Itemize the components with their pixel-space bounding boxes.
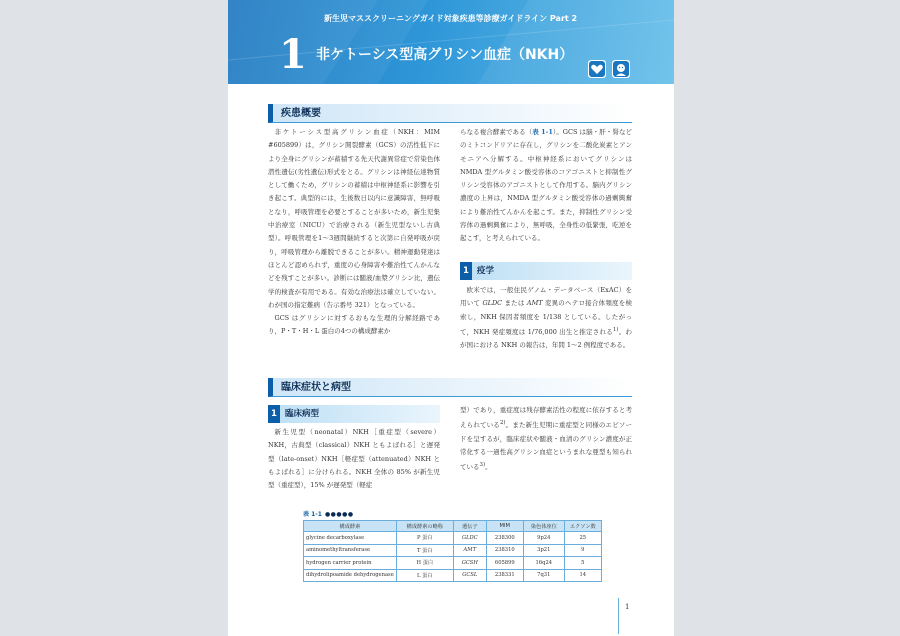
table-cell: 238300 [486,532,523,545]
table-header: 構成酵素 [304,521,397,532]
table-cell: 3p21 [523,544,564,557]
overview-paragraph-2: GCS はグリシンに対するおもな生理的分解経路であり，P・T・H・L 蛋白の4つの構成酵素か [268,314,440,336]
clinical-continuation: 型）であり，重症度は残存酵素活性の程度に依存すると考えられている$^{2)}$。また新生児期に重症型と同様のエピソードを呈するが，臨床症状や髄液・血清のグリシン濃度が正常化する一過性高グリシン血症というまれな亜型も知られている$^{3)}$。 [460,406,633,472]
table-cell: L 蛋白 [396,569,453,582]
series-title: 新生児マススクリーニングガイド対象疾患等診療ガイドライン Part 2 [324,14,578,23]
table-reference[interactable]: 表 1-1 [532,128,553,136]
enzyme-table [303,520,602,582]
overview-continuation: らなる複合酵素である（表 1-1）。GCS は脳・肝・腎などのミトコンドリアに存在し，グリシンを二酸化炭素とアンモニアへ分解する。中枢神経系においてグリシンは NMDA 型グルタミン酸受容体のコアゴニストと抑制性グリシン受容体のアゴニストとして作用する。脳内グリシン濃度の上昇は，NMDA 型グルタミン酸受容体の過剰興奮により難治性てんかんを起こす。また，抑制性グリシン受容体の過剰興奮により，無呼吸，全身性の低緊張，吃逆を起こす，と考えられている。 [460,128,633,243]
table-caption: 表 1-1 ●●●●● [303,511,354,518]
table-cell: 14 [564,569,601,582]
table-cell: H 蛋白 [396,557,453,570]
table-cell: GLDC [453,532,486,545]
table-cell: 238310 [486,544,523,557]
overview-paragraph: 非ケトーシス型高グリシン血症（NKH：MIM #605899）は，グリシン開裂酵素（GCS）の活性低下により全身にグリシンが蓄積する先天代謝異常症で常染色体潜性遺伝(劣性遺伝)形式をとる。グリシンは神経伝達物質として働くため，グリシンの蓄積は中枢神経系に影響を引き起こす。典型的には，生後数日以内に意識障害，無呼吸となり，呼吸管理を必要とすることが多いため，新生児集中治療室（NICU）で治療される（新生児型ないし古典型）。呼吸管理を1～3週間継続すると次第に自発呼吸が戻り，呼吸管理から離脱できることが多い。精神運動発達はほとんど認められず，重度の心身障害や難治性てんかんなどを残すことが多い。診断には髄液/血漿グリシン比，遺伝学的検査が有用である。有効な治療法は確立していない。わが国の指定難病（告示番号 321）となっている。 [268,128,440,309]
table-cell: 238331 [486,569,523,582]
table-row [304,569,602,582]
chapter-header [228,0,674,84]
table-cell: dihydrolipoamide dehydrogenase [304,569,397,582]
table-cell: GCSL [453,569,486,582]
chapter-title: 非ケトーシス型高グリシン血症（NKH） [316,47,574,63]
table-row [304,532,602,545]
table-row [304,544,602,557]
table-header: 遺伝子 [453,521,486,532]
table-header: エクソン数 [564,521,601,532]
subheading-epidemiology: 1 疫学 [460,262,632,280]
section-heading-overview: 疾患概要 [268,104,632,123]
table-header: 構成酵素の略称 [396,521,453,532]
page-number-rule [618,598,619,634]
table-cell: AMT [453,544,486,557]
table-cell: 5 [564,557,601,570]
epidemiology-text [460,284,632,353]
baby-icon [612,60,630,78]
overview-left-column [268,126,440,339]
table-cell: GCSH [453,557,486,570]
clinical-paragraph: 新生児型（neonatal）NKH［重症型（severe）NKH，古典型（classical）NKH ともよばれる］と遅発型（late-onset）NKH［軽症型（attenuated）NKH ともよばれる］に分けられる。NKH 全体の 85% が新生児型（重症型），15% が遅発型（軽症 [268,428,440,490]
table-cell: hydrogen carrier protein [304,557,397,570]
chapter-number: 1 [279,31,307,78]
document-page [228,0,674,636]
page-number: 1 [625,603,630,611]
table-cell: glycine decarboxylase [304,532,397,545]
table-cell: 7q31 [523,569,564,582]
table-cell: 9 [564,544,601,557]
table-cell: 605899 [486,557,523,570]
clinical-left-column [268,426,440,492]
table-header: MIM [486,521,523,532]
clinical-right-column [460,404,632,475]
table-cell: 9p24 [523,532,564,545]
section-heading-clinical: 臨床症状と病型 [268,378,632,397]
table-cell: aminomethyltransferase [304,544,397,557]
table-header: 染色体座位 [523,521,564,532]
overview-right-column [460,126,632,246]
table-cell: P 蛋白 [396,532,453,545]
table-cell: 25 [564,532,601,545]
subheading-clinical-types: 1 臨床病型 [268,405,440,423]
table-cell: T 蛋白 [396,544,453,557]
table-row [304,557,602,570]
table-cell: 16q24 [523,557,564,570]
table-header-row [304,521,602,532]
epidemiology-paragraph: 欧米では，一般住民ゲノム・データベース（ExAC）を用いて GLDC または AMT 変異のヘテロ接合体頻度を検索し，NKH 保因者頻度を 1/138 としている。したがって，NKH 発症頻度は 1/76,000 出生と推定される$^{1)}$。わが国における NKH の報告は，年間 1～2 例程度である。 [460,286,633,350]
heart-icon [588,60,606,78]
